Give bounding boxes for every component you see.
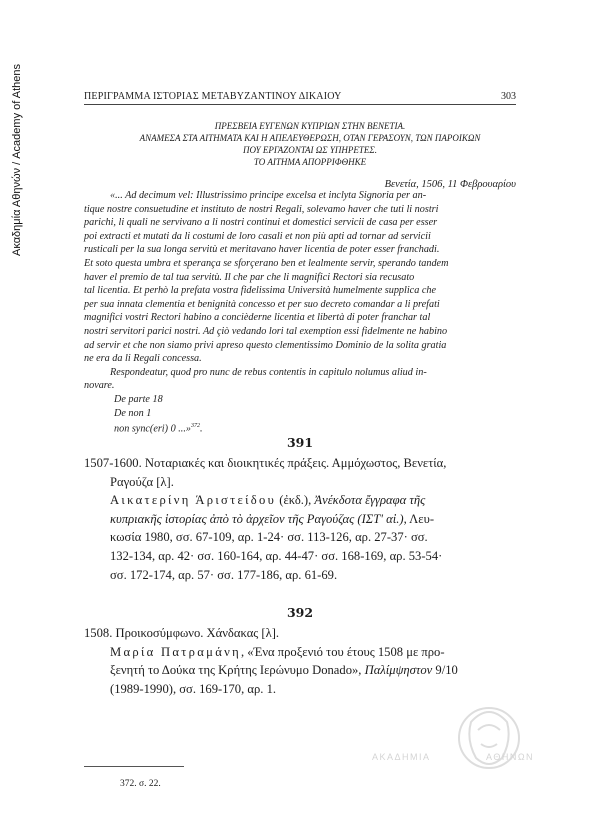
watermark-text-left: ΑΚΑΔΗΜΙΑ — [372, 752, 431, 762]
citation-author: Αικατερίνη Άριστείδου — [110, 493, 277, 508]
citation-author: Μαρία Πατραμάνη — [110, 644, 241, 659]
vote-line-text: non sync(eri) 0 ...» — [114, 423, 191, 435]
archive-side-label: Ακαδημία Αθηνών / Academy of Athens — [11, 63, 23, 256]
citation-editor-note: (ἐκδ.), — [276, 493, 315, 508]
quote-line: tique nostre consuetudine et instituto de nostri Regali, solevamo haver che tuti li nostri — [84, 203, 439, 215]
citation-title: Ἀνέκδοτα ἔγγραφα τῆς — [314, 493, 426, 508]
quote-line: tal licentia. Et perhò la prefata vostra fidelissima Università humelmente supplica che — [84, 285, 436, 297]
citation-place: , Λευ- — [403, 511, 435, 526]
header-rule — [84, 104, 516, 105]
entry-line: 1508. Προικοσύμφωνο. Χάνδακας [λ]. — [84, 626, 280, 640]
heading-line: ΤΟ ΑΙΤΗΜΑ ΑΠΟΡΡΙΦΘΗΚΕ — [253, 157, 367, 167]
entry-citation-line — [84, 643, 516, 662]
entry-citation-line — [84, 661, 516, 680]
entry-citation-line — [84, 510, 516, 529]
quote-line: poi extracti et mutati da li costumi de loro casali et non più apti ad tornar ad servicii — [84, 230, 431, 242]
entry-number-392: 392 — [286, 605, 314, 620]
citation-journal: Παλίμψηστον — [364, 663, 433, 678]
citation-title-cont: ξενητή το Δούκα της Κρήτης Ιερώνυμο Donado», — [110, 663, 365, 678]
citation-title: , «Ένα προξενιό του έτους 1508 με προ- — [240, 644, 445, 659]
vote-line: De parte 18 — [114, 393, 163, 405]
entry-line: 1507-1600. Νοταριακές και διοικητικές πράξεις. Αμμόχωστος, Βενετία, — [84, 456, 447, 470]
quote-line: nostri servitori parici nostri. Ad çiò vedando lori tal exemption essi fidelmente ne habino — [84, 325, 448, 337]
entry-line: Ραγούζα [λ]. — [110, 474, 174, 489]
document-date: Βενετία, 1506, 11 Φεβρουαρίου — [384, 179, 516, 190]
response-line: novare. — [84, 380, 115, 392]
heading-line: ΠΡΕΣΒΕΙΑ ΕΥΓΕΝΩΝ ΚΥΠΡΙΩΝ ΣΤΗΝ ΒΕΝΕΤΙΑ. — [214, 121, 406, 131]
academy-watermark-logo — [386, 700, 576, 790]
quote-line: parichi, li quali ne servivano a li nostri continui et domestici servicii de casa per esser — [84, 217, 438, 229]
running-title: ΠΕΡΙΓΡΑΜΜΑ ΙΣΤΟΡΙΑΣ ΜΕΤΑΒΥΖΑΝΤΙΝΟΥ ΔΙΚΑΙΟΥ — [84, 91, 342, 102]
watermark-text-right: ΑΘΗΝΩΝ — [486, 752, 535, 762]
footnote: 372. σ. 22. — [120, 779, 161, 789]
footnote-rule — [84, 766, 184, 767]
entry-392 — [84, 624, 516, 698]
entry-citation-line: κωσία 1980, σσ. 67-109, αρ. 1-24· σσ. 113-126, αρ. 27-37· σσ. — [110, 530, 428, 545]
entry-citation-line — [84, 491, 516, 510]
heading-line: ΠΟΥ ΕΡΓΑΖΟΝΤΑΙ ΩΣ ΥΠΗΡΕΤΕΣ. — [242, 145, 377, 155]
entry-citation-line: 132-134, αρ. 42· σσ. 160-164, αρ. 44-47· σσ. 168-169, αρ. 53-54· — [110, 548, 443, 563]
citation-title-cont: κυπριακῆς ἱστορίας ἀπὸ τὸ ἀρχεῖον τῆς Ραγούζας (ΙΣΤ' αἰ.) — [110, 511, 404, 526]
response-line: Respondeatur, quod pro nunc de rebus contentis in capitulo nolumus aliud in- — [110, 366, 427, 378]
vote-line: De non 1 — [114, 407, 152, 419]
latin-quotation — [84, 189, 516, 436]
running-header — [84, 91, 516, 102]
vote-line: non sync(eri) 0 ...»$^{372}$. — [114, 423, 203, 435]
entry-number-391: 391 — [286, 435, 314, 450]
entry-citation-line: (1989-1990), σσ. 169-170, αρ. 1. — [110, 681, 277, 696]
heading-line: ΑΝΑΜΕΣΑ ΣΤΑ ΑΙΤΗΜΑΤΑ ΚΑΙ Η ΑΠΕΛΕΥΘΕΡΩΣΗ, ΟΤΑΝ ΓΕΡΑΣΟΥΝ, ΤΩΝ ΠΑΡΟΙΚΩΝ — [139, 133, 481, 143]
entry-391 — [84, 454, 516, 584]
quote-line: ne era da li Regali concessa. — [84, 353, 202, 365]
footnote-marker: 372 — [190, 423, 200, 430]
quote-line: Et soto questa umbra et sperança se sforçerano ben et lealmente servir, sperando tandem — [84, 257, 449, 269]
quote-line: rusticali per la sua longa servitù et meritavano haver licentia de poter esser franchadi. — [84, 244, 440, 256]
quote-line: haver el premio de tal tua servitù. Il che par che li magnifici Rectori sia recusato — [84, 271, 415, 283]
page-number: 303 — [501, 91, 516, 102]
entry-citation-line: σσ. 172-174, αρ. 57· σσ. 177-186, αρ. 61-69. — [110, 567, 338, 582]
document-heading — [120, 120, 500, 168]
quote-line: «... Ad decimum vel: Illustrissimo principe excelsa et inclyta Signoria per an- — [110, 190, 427, 201]
quote-line: per sua innata clementia et benignità concesso et per suo decreto comandar a li prefati — [84, 298, 440, 310]
quote-line: ad servir et che non siamo privi apreso questo clementissimo Dominio de la solita gratia — [84, 339, 447, 351]
quote-line: magnifici vostri Rectori habino a concièderne licentia et libertà di poter franchar tal — [84, 312, 431, 324]
citation-volume: 9/10 — [432, 663, 458, 678]
